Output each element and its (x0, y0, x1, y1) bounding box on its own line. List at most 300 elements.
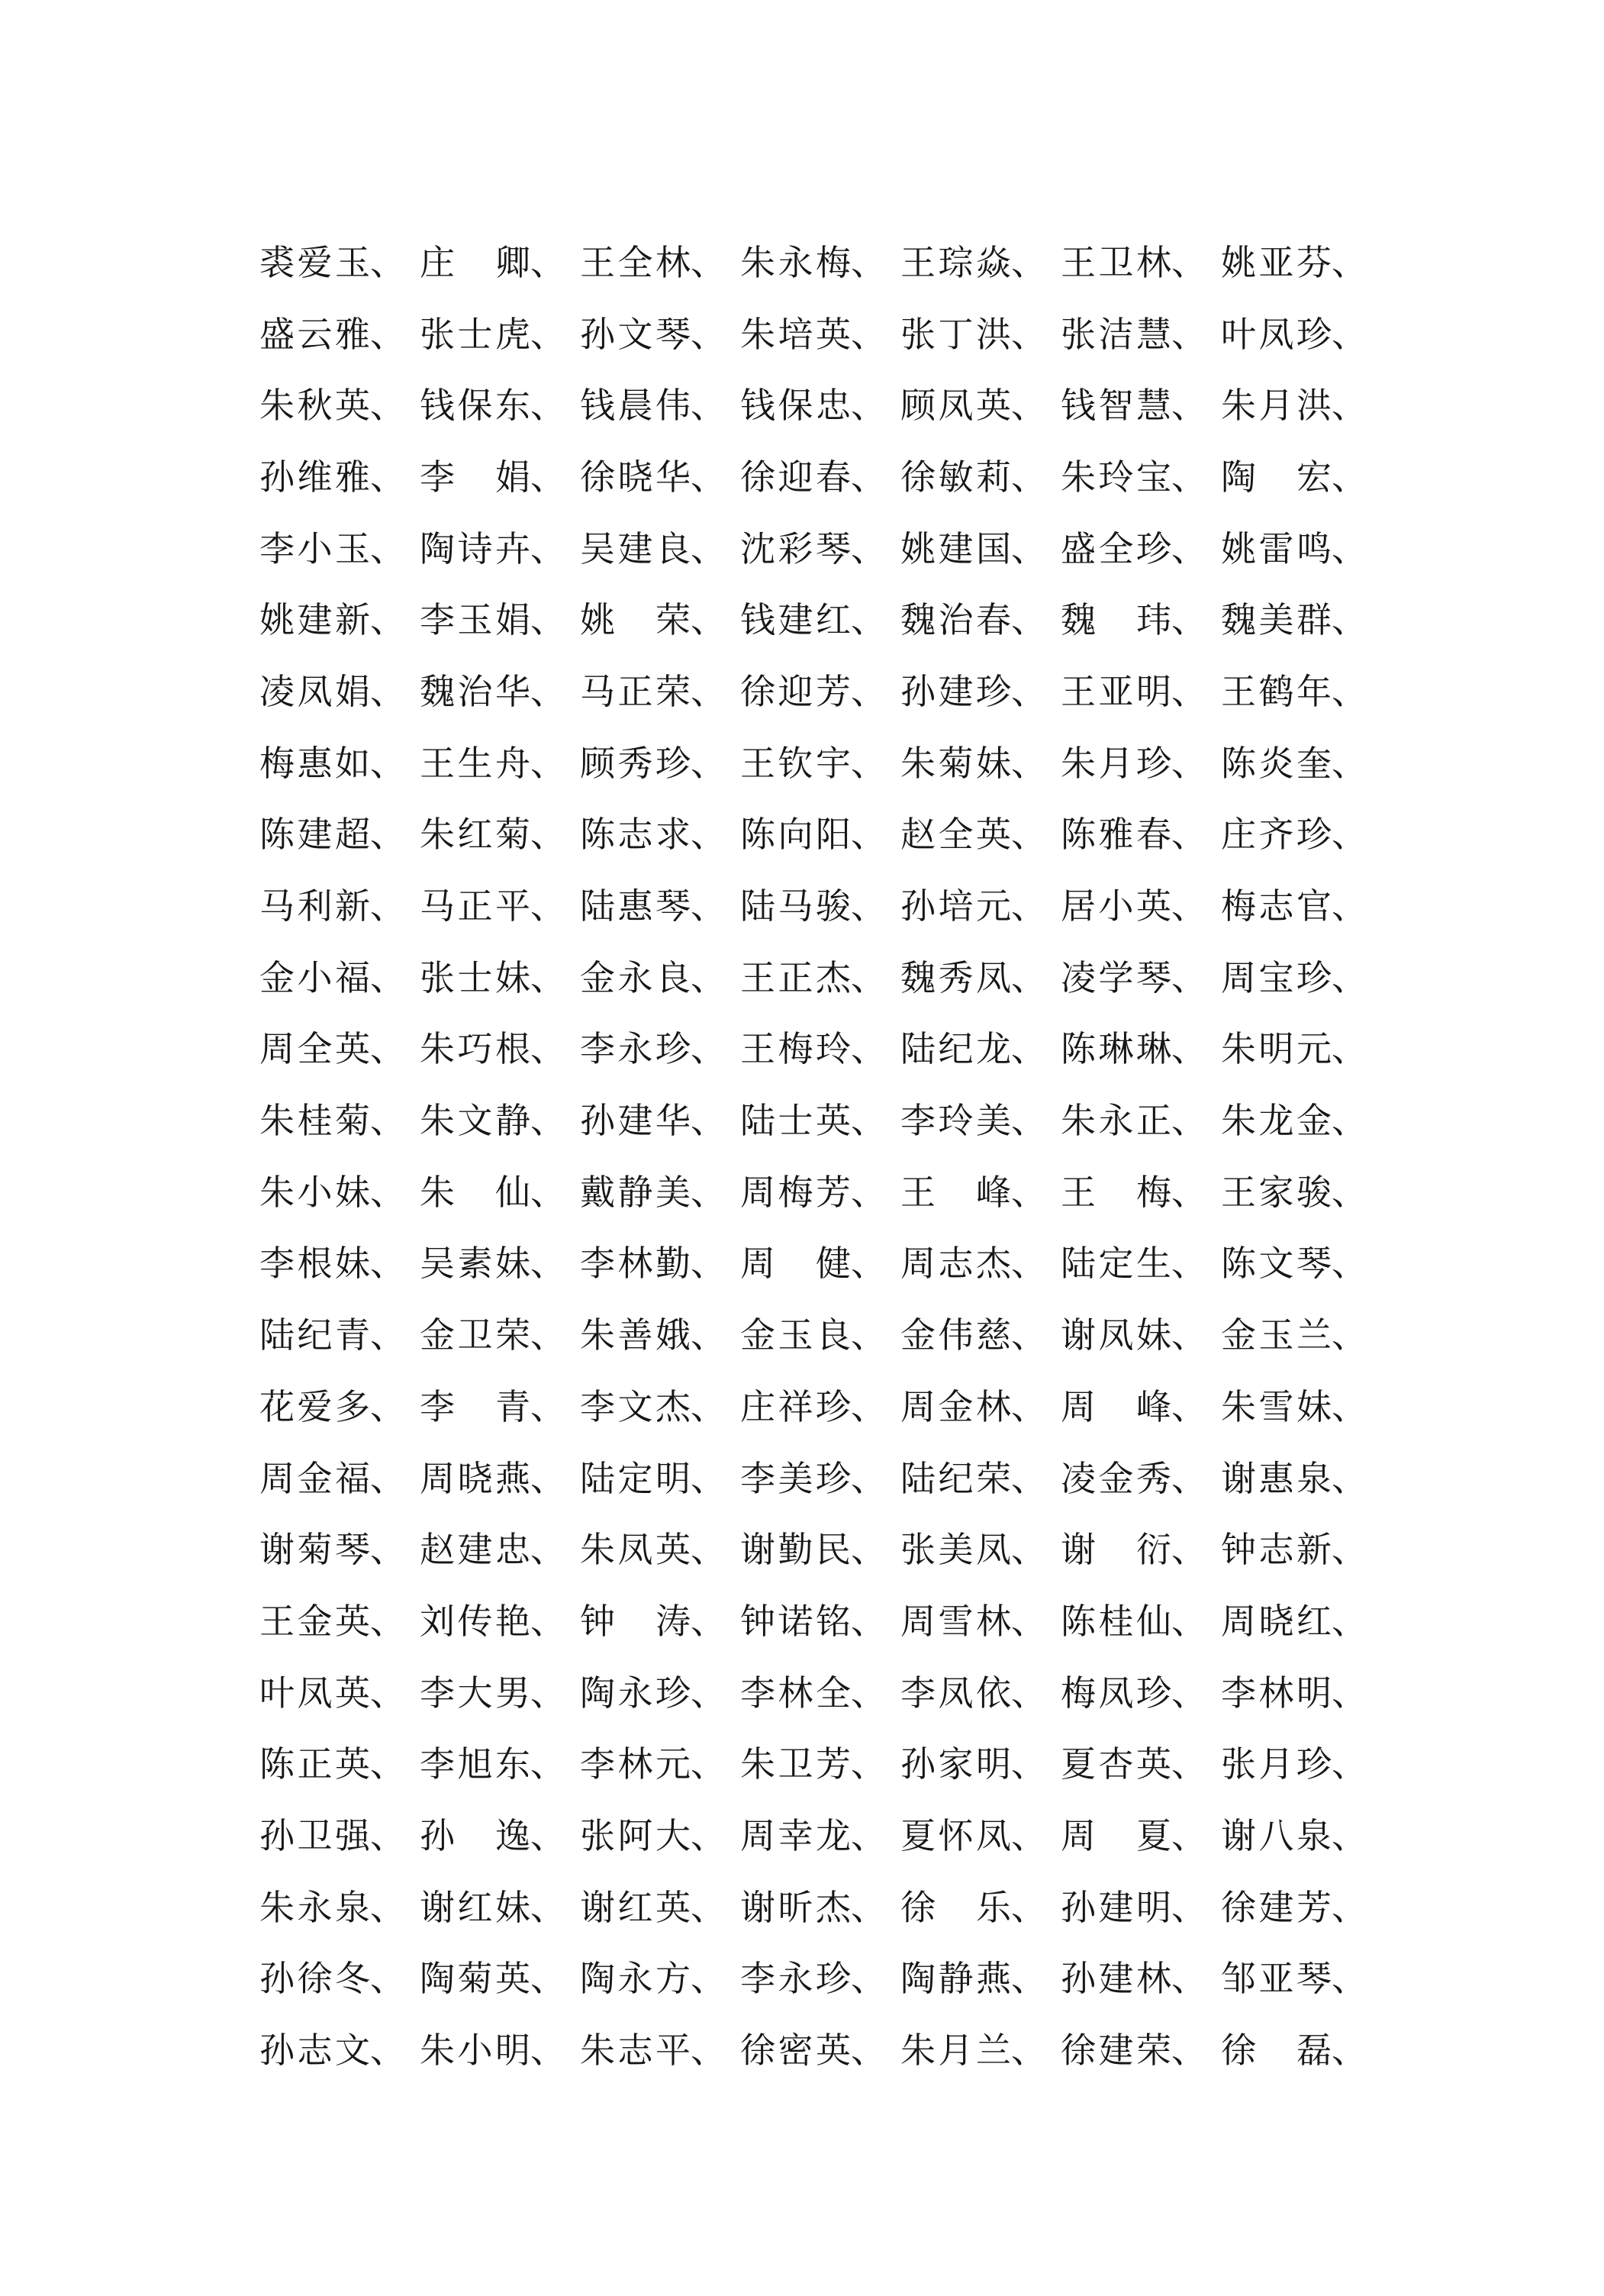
separator-mark: 、 (530, 1743, 565, 1785)
separator-mark: 、 (1011, 1886, 1046, 1928)
person-name: 魏治春 (900, 599, 1011, 641)
separator-mark: 、 (1011, 527, 1046, 569)
separator-mark: 、 (1171, 1672, 1206, 1714)
person-name: 孙建华 (580, 1100, 691, 1142)
person-name: 陈炎奎 (1221, 742, 1332, 784)
person-name: 钱保东 (420, 385, 530, 427)
name-entry (259, 1743, 420, 1785)
separator-mark: 、 (370, 814, 405, 856)
separator-mark: 、 (530, 1457, 565, 1499)
person-name: 朱永梅 (740, 241, 851, 283)
name-row (259, 1585, 1381, 1657)
person-name: 张阿大 (580, 1814, 691, 1856)
separator-mark: 、 (851, 2030, 886, 2072)
name-row (259, 369, 1381, 441)
name-entry (259, 1886, 420, 1928)
separator-mark: 、 (1011, 241, 1046, 283)
person-name: 周 健 (740, 1243, 851, 1285)
person-name: 孙家明 (900, 1743, 1011, 1785)
separator-mark: 、 (851, 1171, 886, 1213)
person-name: 陶静燕 (900, 1958, 1011, 2000)
separator-mark: 、 (691, 1243, 726, 1285)
separator-mark: 、 (370, 1100, 405, 1142)
name-entry (1221, 1171, 1381, 1213)
person-name: 谢凤妹 (1061, 1314, 1171, 1356)
name-entry (900, 1600, 1061, 1642)
separator-mark: 、 (530, 670, 565, 712)
person-name: 朱月珍 (1061, 742, 1171, 784)
name-entry (259, 956, 420, 998)
separator-mark: 、 (370, 1814, 405, 1856)
name-entry (420, 313, 580, 355)
name-entry (900, 1457, 1061, 1499)
name-row (259, 727, 1381, 799)
name-entry (259, 1100, 420, 1142)
name-entry (1061, 1672, 1221, 1714)
name-entry (580, 527, 740, 569)
name-entry (580, 1385, 740, 1427)
name-row (259, 1371, 1381, 1443)
person-name: 徐迎春 (740, 456, 851, 498)
separator-mark: 、 (851, 1529, 886, 1571)
person-name: 孙 逸 (420, 1814, 530, 1856)
name-entry (580, 1600, 740, 1642)
person-name: 金伟慈 (900, 1314, 1011, 1356)
person-name: 张洁慧 (1061, 313, 1171, 355)
name-entry (900, 1886, 1061, 1928)
person-name: 钟志新 (1221, 1529, 1332, 1571)
separator-mark: 、 (1011, 456, 1046, 498)
person-name: 金小福 (259, 956, 370, 998)
name-entry (1061, 2030, 1221, 2072)
separator-mark: 、 (1332, 1243, 1367, 1285)
separator-mark: 、 (530, 885, 565, 927)
person-name: 徐 磊 (1221, 2030, 1332, 2072)
name-entry (1221, 1600, 1381, 1642)
name-entry (580, 241, 740, 283)
name-entry (740, 1243, 900, 1285)
name-entry (1061, 670, 1221, 712)
person-name: 刘传艳 (420, 1600, 530, 1642)
separator-mark: 、 (530, 1314, 565, 1356)
name-entry (740, 885, 900, 927)
separator-mark: 、 (1332, 956, 1367, 998)
separator-mark: 、 (370, 1171, 405, 1213)
name-row (259, 1156, 1381, 1228)
person-name: 凌凤娟 (259, 670, 370, 712)
person-name: 徐建芳 (1221, 1886, 1332, 1928)
separator-mark: 、 (1011, 670, 1046, 712)
name-entry (420, 1171, 580, 1213)
name-entry (740, 456, 900, 498)
person-name: 张美凤 (900, 1529, 1011, 1571)
separator-mark: 、 (1171, 885, 1206, 927)
separator-mark: 、 (370, 456, 405, 498)
person-name: 朱小妹 (259, 1171, 370, 1213)
separator-mark: 、 (1011, 742, 1046, 784)
separator-mark: 、 (851, 1243, 886, 1285)
separator-mark: 、 (851, 1314, 886, 1356)
name-entry (1061, 1385, 1221, 1427)
separator-mark: 、 (370, 885, 405, 927)
name-entry (900, 1314, 1061, 1356)
separator-mark: 、 (851, 1958, 886, 2000)
separator-mark: 、 (691, 241, 726, 283)
separator-mark: 、 (851, 814, 886, 856)
separator-mark: 、 (691, 956, 726, 998)
person-name: 徐密英 (740, 2030, 851, 2072)
separator-mark: 、 (1171, 1171, 1206, 1213)
person-name: 李旭东 (420, 1743, 530, 1785)
separator-mark: 、 (1332, 670, 1367, 712)
person-name: 陶永方 (580, 1958, 691, 2000)
separator-mark: 、 (530, 1385, 565, 1427)
person-name: 姚建新 (259, 599, 370, 641)
separator-mark: 、 (1171, 385, 1206, 427)
name-entry (1221, 527, 1381, 569)
name-entry (259, 1171, 420, 1213)
person-name: 叶凤英 (259, 1672, 370, 1714)
separator-mark: 、 (1011, 1243, 1046, 1285)
person-name: 李 青 (420, 1385, 530, 1427)
person-name: 朱秋英 (259, 385, 370, 427)
name-entry (740, 313, 900, 355)
separator-mark: 、 (1332, 814, 1367, 856)
person-name: 周幸龙 (740, 1814, 851, 1856)
name-entry (900, 742, 1061, 784)
name-entry (420, 527, 580, 569)
name-entry (259, 1958, 420, 2000)
name-entry (740, 1886, 900, 1928)
separator-mark: 、 (530, 742, 565, 784)
name-entry (900, 814, 1061, 856)
separator-mark: 、 (691, 1814, 726, 1856)
person-name: 朱卫芳 (740, 1743, 851, 1785)
person-name: 周晓燕 (420, 1457, 530, 1499)
person-name: 王全林 (580, 241, 691, 283)
separator-mark: 、 (851, 527, 886, 569)
separator-mark: 、 (370, 1243, 405, 1285)
separator-mark: 、 (1171, 1529, 1206, 1571)
separator-mark: 、 (370, 1743, 405, 1785)
separator-mark: 、 (691, 2030, 726, 2072)
person-name: 朱文静 (420, 1100, 530, 1142)
name-entry (1221, 1672, 1381, 1714)
name-entry (580, 456, 740, 498)
name-entry (1221, 814, 1381, 856)
name-entry (420, 1100, 580, 1142)
separator-mark: 、 (370, 241, 405, 283)
name-entry (1221, 1457, 1381, 1499)
name-entry (259, 527, 420, 569)
name-entry (259, 456, 420, 498)
person-name: 陈桂仙 (1061, 1600, 1171, 1642)
separator-mark: 、 (1332, 1529, 1367, 1571)
name-entry (1061, 1314, 1221, 1356)
name-entry (1061, 956, 1221, 998)
separator-mark: 、 (1332, 1171, 1367, 1213)
name-entry (259, 1814, 420, 1856)
separator-mark: 、 (530, 599, 565, 641)
separator-mark: 、 (1171, 1243, 1206, 1285)
separator-mark: 、 (1011, 814, 1046, 856)
name-entry (1221, 313, 1381, 355)
separator-mark: 、 (1171, 814, 1206, 856)
separator-mark: 、 (530, 956, 565, 998)
separator-mark: 、 (530, 456, 565, 498)
separator-mark: 、 (370, 313, 405, 355)
name-entry (900, 1171, 1061, 1213)
separator-mark: 、 (851, 1886, 886, 1928)
separator-mark: 、 (530, 1958, 565, 2000)
person-name: 马正平 (420, 885, 530, 927)
person-name: 钱晨伟 (580, 385, 691, 427)
separator-mark: 、 (851, 956, 886, 998)
person-name: 夏怀凤 (900, 1814, 1011, 1856)
person-name: 姚建国 (900, 527, 1011, 569)
name-entry (740, 1958, 900, 2000)
separator-mark: 、 (691, 456, 726, 498)
name-entry (420, 385, 580, 427)
separator-mark: 、 (691, 1100, 726, 1142)
name-entry (420, 1457, 580, 1499)
separator-mark: 、 (530, 1600, 565, 1642)
name-entry (259, 814, 420, 856)
name-entry (420, 1672, 580, 1714)
separator-mark: 、 (1332, 885, 1367, 927)
name-row (259, 1228, 1381, 1300)
name-entry (1061, 1171, 1221, 1213)
name-entry (580, 742, 740, 784)
person-name: 庄祥珍 (740, 1385, 851, 1427)
person-name: 张月珍 (1221, 1743, 1332, 1785)
person-name: 李凤依 (900, 1672, 1011, 1714)
separator-mark: 、 (1332, 1600, 1367, 1642)
person-name: 陶 宏 (1221, 456, 1332, 498)
person-name: 顾凤英 (900, 385, 1011, 427)
name-entry (1221, 1814, 1381, 1856)
separator-mark: 、 (370, 1314, 405, 1356)
person-name: 陈琳琳 (1061, 1028, 1171, 1070)
person-name: 孙培元 (900, 885, 1011, 927)
person-name: 陈雅春 (1061, 814, 1171, 856)
name-entry (580, 1243, 740, 1285)
name-row (259, 1943, 1381, 2015)
person-name: 魏治华 (420, 670, 530, 712)
person-name: 李林全 (740, 1672, 851, 1714)
name-entry (1061, 313, 1221, 355)
name-row (259, 799, 1381, 871)
separator-mark: 、 (530, 1100, 565, 1142)
name-entry (420, 1600, 580, 1642)
separator-mark: 、 (1332, 1672, 1367, 1714)
name-entry (1221, 1028, 1381, 1070)
person-name: 居小英 (1061, 885, 1171, 927)
separator-mark: 、 (851, 241, 886, 283)
separator-mark: 、 (691, 1958, 726, 2000)
name-entry (259, 1028, 420, 1070)
name-entry (740, 527, 900, 569)
person-name: 李林勤 (580, 1243, 691, 1285)
name-entry (900, 956, 1061, 998)
separator-mark: 、 (1332, 385, 1367, 427)
separator-mark: 、 (851, 1100, 886, 1142)
person-name: 马正荣 (580, 670, 691, 712)
person-name: 徐晓华 (580, 456, 691, 498)
name-entry (1221, 1385, 1381, 1427)
person-name: 朱龙金 (1221, 1100, 1332, 1142)
person-name: 朱培英 (740, 313, 851, 355)
separator-mark: 、 (370, 385, 405, 427)
separator-mark: 、 (1332, 1028, 1367, 1070)
name-row (259, 2014, 1381, 2086)
name-entry (1221, 1314, 1381, 1356)
name-entry (740, 742, 900, 784)
name-entry (740, 956, 900, 998)
person-name: 陆马骏 (740, 885, 851, 927)
name-entry (740, 241, 900, 283)
name-entry (740, 814, 900, 856)
name-entry (580, 599, 740, 641)
separator-mark: 、 (530, 2030, 565, 2072)
person-name: 陈建超 (259, 814, 370, 856)
name-entry (1221, 1529, 1381, 1571)
name-entry (420, 1886, 580, 1928)
name-list (259, 227, 1381, 2086)
separator-mark: 、 (1011, 1314, 1046, 1356)
separator-mark: 、 (530, 385, 565, 427)
person-name: 谢菊琴 (259, 1529, 370, 1571)
separator-mark: 、 (370, 670, 405, 712)
separator-mark: 、 (851, 599, 886, 641)
name-entry (259, 1314, 420, 1356)
person-name: 陈正英 (259, 1743, 370, 1785)
person-name: 周 峰 (1061, 1385, 1171, 1427)
name-entry (900, 1958, 1061, 2000)
separator-mark: 、 (691, 1672, 726, 1714)
person-name: 李 娟 (420, 456, 530, 498)
name-entry (580, 1171, 740, 1213)
separator-mark: 、 (370, 527, 405, 569)
separator-mark: 、 (530, 1243, 565, 1285)
person-name: 姚雷鸣 (1221, 527, 1332, 569)
name-entry (1221, 1743, 1381, 1785)
name-entry (1221, 385, 1381, 427)
name-entry (580, 1743, 740, 1785)
name-row (259, 513, 1381, 585)
person-name: 孙文琴 (580, 313, 691, 355)
person-name: 周晓红 (1221, 1600, 1332, 1642)
person-name: 李永珍 (740, 1958, 851, 2000)
person-name: 李小玉 (259, 527, 370, 569)
person-name: 陆纪荣 (900, 1457, 1011, 1499)
separator-mark: 、 (1171, 1100, 1206, 1142)
person-name: 盛全珍 (1061, 527, 1171, 569)
separator-mark: 、 (370, 1600, 405, 1642)
name-entry (259, 1457, 420, 1499)
name-entry (900, 1672, 1061, 1714)
person-name: 陆士英 (740, 1100, 851, 1142)
person-name: 吴建良 (580, 527, 691, 569)
name-entry (1061, 1886, 1221, 1928)
separator-mark: 、 (1332, 742, 1367, 784)
separator-mark: 、 (530, 1529, 565, 1571)
separator-mark: 、 (1171, 742, 1206, 784)
name-row (259, 1872, 1381, 1943)
person-name: 陶永珍 (580, 1672, 691, 1714)
separator-mark: 、 (851, 742, 886, 784)
person-name: 陆定生 (1061, 1243, 1171, 1285)
name-row (259, 584, 1381, 656)
person-name: 陆惠琴 (580, 885, 691, 927)
separator-mark: 、 (370, 599, 405, 641)
person-name: 谢红英 (580, 1886, 691, 1928)
separator-mark: 、 (1171, 670, 1206, 712)
name-entry (259, 1600, 420, 1642)
name-entry (1061, 1814, 1221, 1856)
person-name: 朱凤英 (580, 1529, 691, 1571)
name-entry (900, 1385, 1061, 1427)
name-entry (259, 1385, 420, 1427)
separator-mark: 、 (691, 742, 726, 784)
separator-mark: 、 (1171, 241, 1206, 283)
name-entry (420, 1243, 580, 1285)
person-name: 花爱多 (259, 1385, 370, 1427)
person-name: 陈向阳 (740, 814, 851, 856)
separator-mark: 、 (530, 1886, 565, 1928)
name-entry (1061, 1958, 1221, 2000)
name-entry (900, 1243, 1061, 1285)
name-entry (580, 1814, 740, 1856)
separator-mark: 、 (1011, 313, 1046, 355)
separator-mark: 、 (851, 1600, 886, 1642)
separator-mark: 、 (691, 1529, 726, 1571)
name-entry (420, 456, 580, 498)
person-name: 朱 仙 (420, 1171, 530, 1213)
person-name: 金玉良 (740, 1314, 851, 1356)
name-entry (740, 1529, 900, 1571)
name-row (259, 227, 1381, 298)
name-entry (420, 1028, 580, 1070)
person-name: 夏杏英 (1061, 1743, 1171, 1785)
separator-mark: 、 (1171, 1314, 1206, 1356)
separator-mark: 、 (370, 1457, 405, 1499)
name-entry (1061, 241, 1221, 283)
name-entry (900, 2030, 1061, 2072)
person-name: 钱建红 (740, 599, 851, 641)
person-name: 马利新 (259, 885, 370, 927)
name-entry (580, 1314, 740, 1356)
person-name: 李大男 (420, 1672, 530, 1714)
name-entry (1061, 1743, 1221, 1785)
person-name: 金永良 (580, 956, 691, 998)
person-name: 朱小明 (420, 2030, 530, 2072)
name-entry (259, 742, 420, 784)
person-name: 朱红菊 (420, 814, 530, 856)
separator-mark: 、 (1011, 599, 1046, 641)
name-entry (1061, 599, 1221, 641)
name-entry (580, 1457, 740, 1499)
name-entry (1061, 814, 1221, 856)
name-entry (900, 599, 1061, 641)
name-row (259, 1085, 1381, 1156)
separator-mark: 、 (1171, 1814, 1206, 1856)
separator-mark: 、 (1332, 1385, 1367, 1427)
separator-mark: 、 (370, 1958, 405, 2000)
person-name: 沈彩琴 (740, 527, 851, 569)
name-entry (420, 1814, 580, 1856)
person-name: 李根妹 (259, 1243, 370, 1285)
